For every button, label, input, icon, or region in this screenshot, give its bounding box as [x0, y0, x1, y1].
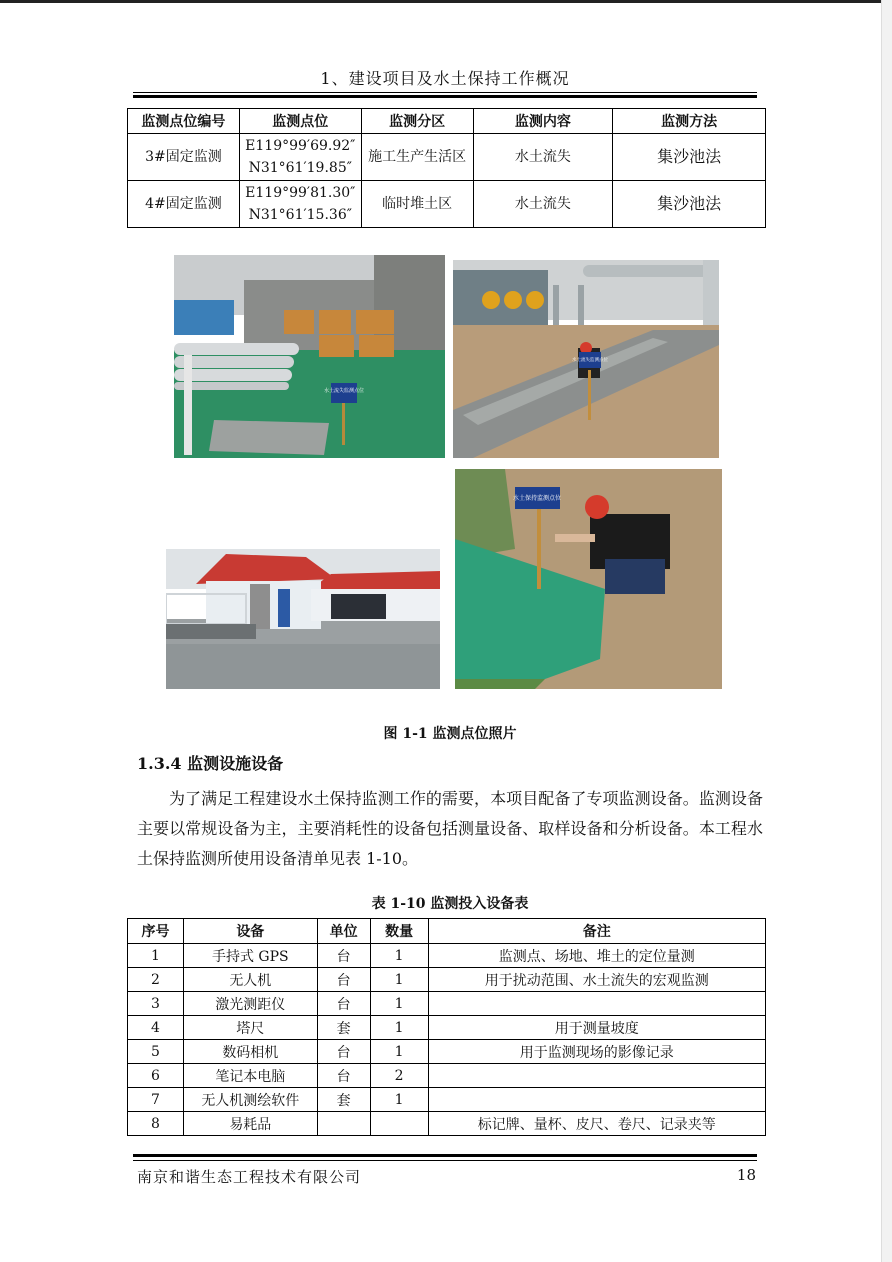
device-note: 标记牌、量杯、皮尺、卷尺、记录夹等: [428, 1112, 765, 1136]
table-row: [128, 1016, 766, 1040]
header-rule-thick: [133, 95, 757, 98]
coord-n: N31°61′19.85″: [248, 160, 352, 176]
table-row: [128, 1088, 766, 1112]
device-name: 无人机测绘软件: [183, 1088, 317, 1112]
row-number: 7: [128, 1088, 184, 1112]
point-content: 水土流失: [473, 134, 613, 181]
point-id: 4#固定监测: [128, 181, 240, 228]
photo-site-office: [166, 549, 440, 689]
row-number: 6: [128, 1064, 184, 1088]
device-name: 手持式 GPS: [183, 944, 317, 968]
table-row: [128, 992, 766, 1016]
header-cell: 单位: [317, 919, 370, 944]
point-zone: 施工生产生活区: [361, 134, 473, 181]
photo-green-net-site: [455, 469, 722, 689]
point-content: 水土流失: [473, 181, 613, 228]
device-name: 激光测距仪: [183, 992, 317, 1016]
point-coords: [239, 134, 361, 181]
device-qty: 1: [370, 968, 428, 992]
device-qty: 1: [370, 992, 428, 1016]
page-top-edge: [0, 0, 892, 3]
header-cell: 监测点位: [239, 109, 361, 134]
point-method: 集沙池法: [613, 181, 766, 228]
device-note: 用于监测现场的影像记录: [428, 1040, 765, 1064]
device-qty: 1: [370, 944, 428, 968]
coord-e: E119°99′81.30″: [245, 185, 356, 201]
table-header-row: [128, 919, 766, 944]
monitoring-sign-text: 水土流失监测点位: [572, 358, 608, 363]
device-qty: [370, 1112, 428, 1136]
point-method: 集沙池法: [613, 134, 766, 181]
section-paragraph: 为了满足工程建设水土保持监测工作的需要，本项目配备了专项监测设备。监测设备主要以常规设备为主，主要消耗性的设备包括测量设备、取样设备和分析设备。本工程水土保持监测所使用设备清单见表 1-10。: [137, 789, 763, 868]
header-cell: 监测点位编号: [128, 109, 240, 134]
table-row: [128, 944, 766, 968]
section-heading: 1.3.4 监测设施设备: [137, 754, 284, 773]
row-number: 5: [128, 1040, 184, 1064]
footer-rule-thick: [133, 1154, 757, 1157]
footer-company: 南京和谐生态工程技术有限公司: [137, 1168, 362, 1186]
device-name: 易耗品: [183, 1112, 317, 1136]
header-cell: 数量: [370, 919, 428, 944]
monitoring-points-table: [127, 108, 766, 228]
coord-n: N31°61′15.36″: [248, 207, 352, 223]
figure-caption: 图 1-1 监测点位照片: [383, 726, 517, 742]
header-cell: 备注: [428, 919, 765, 944]
table-row: [128, 1064, 766, 1088]
header-rule-thin: [133, 92, 757, 93]
device-note: [428, 1088, 765, 1112]
device-qty: 1: [370, 1016, 428, 1040]
device-qty: 1: [370, 1088, 428, 1112]
device-note: [428, 1064, 765, 1088]
header-cell: 序号: [128, 919, 184, 944]
device-unit: 台: [317, 944, 370, 968]
row-number: 3: [128, 992, 184, 1016]
equipment-table: [127, 918, 766, 1136]
photo-transformer-site: [453, 260, 719, 458]
device-unit: 台: [317, 992, 370, 1016]
device-unit: 套: [317, 1088, 370, 1112]
device-note: [428, 992, 765, 1016]
footer-rule-thin: [133, 1160, 757, 1161]
coord-e: E119°99′69.92″: [245, 138, 356, 154]
device-name: 数码相机: [183, 1040, 317, 1064]
page-right-edge: [881, 0, 892, 1262]
row-number: 2: [128, 968, 184, 992]
photo-pipe-storage: [174, 255, 445, 458]
device-note: 用于测量坡度: [428, 1016, 765, 1040]
point-zone: 临时堆土区: [361, 181, 473, 228]
header-cell: 监测分区: [361, 109, 473, 134]
monitoring-sign-text: 水土流失监测点位: [323, 388, 365, 394]
device-note: 监测点、场地、堆土的定位量测: [428, 944, 765, 968]
table-row: [128, 181, 766, 228]
device-unit: 台: [317, 968, 370, 992]
point-id: 3#固定监测: [128, 134, 240, 181]
table-header-row: [128, 109, 766, 134]
page-header-title: 1、建设项目及水土保持工作概况: [320, 69, 570, 88]
device-qty: 1: [370, 1040, 428, 1064]
row-number: 8: [128, 1112, 184, 1136]
monitoring-sign-text: 水土保持监测点位: [512, 495, 562, 502]
header-cell: 监测方法: [613, 109, 766, 134]
header-cell: 设备: [183, 919, 317, 944]
device-unit: [317, 1112, 370, 1136]
point-coords: [239, 181, 361, 228]
device-name: 笔记本电脑: [183, 1064, 317, 1088]
row-number: 1: [128, 944, 184, 968]
page-number: 18: [736, 1166, 756, 1184]
table-row: [128, 1040, 766, 1064]
device-name: 塔尺: [183, 1016, 317, 1040]
device-unit: 台: [317, 1064, 370, 1088]
device-unit: 套: [317, 1016, 370, 1040]
table-row: [128, 134, 766, 181]
header-cell: 监测内容: [473, 109, 613, 134]
device-qty: 2: [370, 1064, 428, 1088]
table-row: [128, 1112, 766, 1136]
device-note: 用于扰动范围、水土流失的宏观监测: [428, 968, 765, 992]
table-caption: 表 1-10 监测投入设备表: [371, 896, 529, 912]
device-unit: 台: [317, 1040, 370, 1064]
device-name: 无人机: [183, 968, 317, 992]
row-number: 4: [128, 1016, 184, 1040]
table-row: [128, 968, 766, 992]
